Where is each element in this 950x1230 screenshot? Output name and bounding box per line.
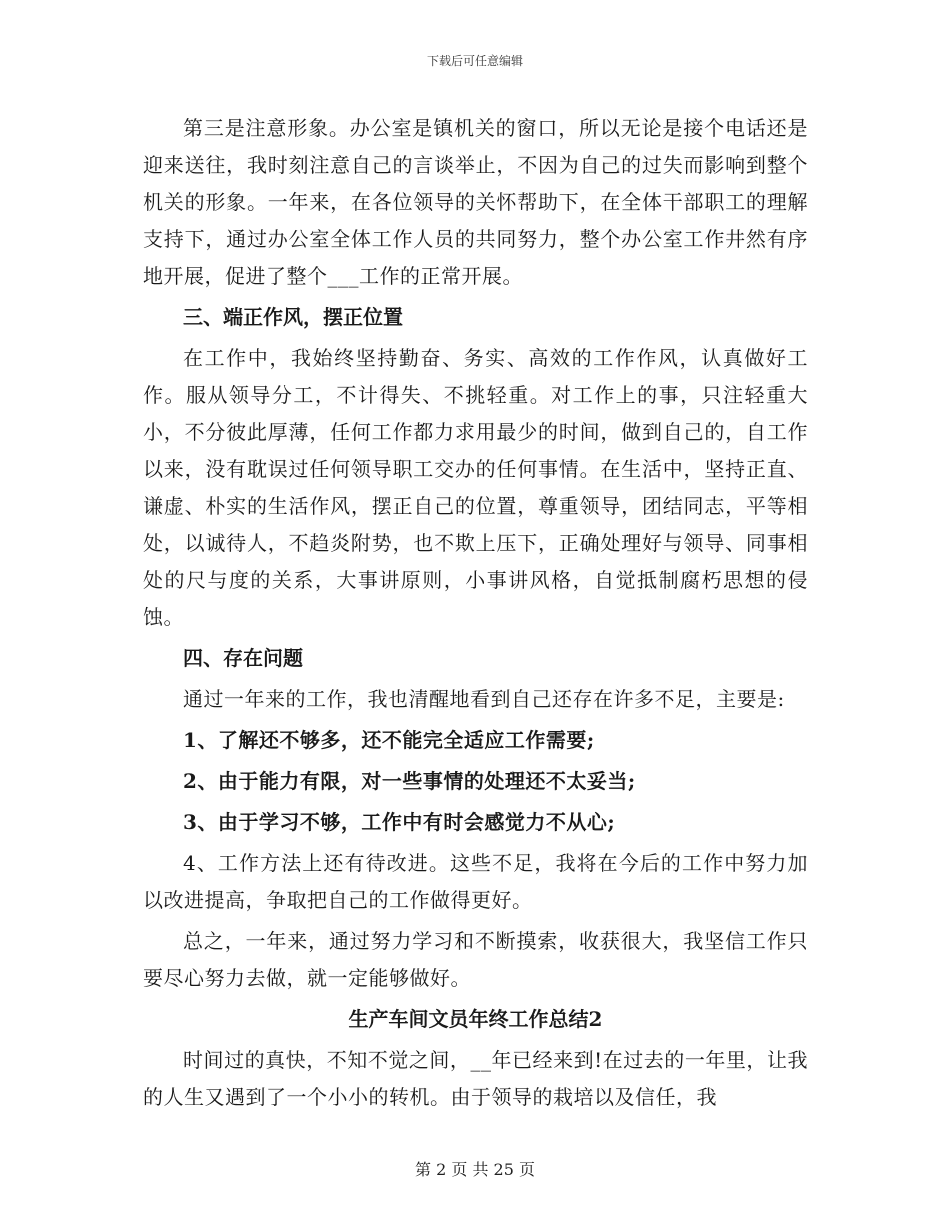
page-header: 下载后可任意编辑	[426, 54, 523, 68]
paragraph-image: 第三是注意形象。办公室是镇机关的窗口，所以无论是接个电话还是迎来送往，我时刻注意自己的言谈举止，不因为自己的过失而影响到整个机关的形象。一年来，在各位领导的关怀帮助下，在全体干部职工的理解支持下，通过办公室全体工作人员的共同努力，整个办公室工作井然有序地开展，促进了整个___工作的正常开展。	[143, 116, 808, 288]
section-heading-4: 四、存在问题	[183, 646, 303, 670]
problem-item-3: 3、由于学习不够，工作中有时会感觉力不从心;	[183, 810, 616, 834]
document-body	[143, 110, 808, 1120]
problem-item-2: 2、由于能力有限，对一些事情的处理还不太妥当;	[183, 769, 636, 793]
paragraph-conclusion: 总之，一年来，通过努力学习和不断摸索，收获很大，我坚信工作只要尽心努力去做，就一定能够做好。	[143, 929, 808, 990]
problem-item-1: 1、了解还不够多，还不能完全适应工作需要;	[183, 728, 595, 752]
page-footer: 第 2 页 共 25 页	[415, 1160, 535, 1179]
paragraph-work-style: 在工作中，我始终坚持勤奋、务实、高效的工作作风，认真做好工作。服从领导分工，不计得失、不挑轻重。对工作上的事，只注轻重大小，不分彼此厚薄，任何工作都力求用最少的时间，做到自己的，自工作以来，没有耽误过任何领导职工交办的任何事情。在生活中，坚持正直、谦虚、朴实的生活作风，摆正自己的位置，尊重领导，团结同志，平等相处，以诚待人，不趋炎附势，也不欺上压下，正确处理好与领导、同事相处的尺与度的关系，大事讲原则，小事讲风格，自觉抵制腐朽思想的侵蚀。	[143, 346, 808, 629]
problem-item-4: 4、工作方法上还有待改进。这些不足，我将在今后的工作中努力加以改进提高，争取把自己的工作做得更好。	[143, 851, 808, 912]
section-heading-3: 三、端正作风，摆正位置	[183, 305, 403, 329]
document-title-2: 生产车间文员年终工作总结2	[348, 1007, 603, 1031]
paragraph-problems-intro: 通过一年来的工作，我也清醒地看到自己还存在许多不足，主要是:	[183, 687, 785, 711]
paragraph-intro-2: 时间过的真快，不知不觉之间，__年已经来到!在过去的一年里，让我的人生又遇到了一个小小的转机。由于领导的栽培以及信任，我	[143, 1048, 808, 1109]
